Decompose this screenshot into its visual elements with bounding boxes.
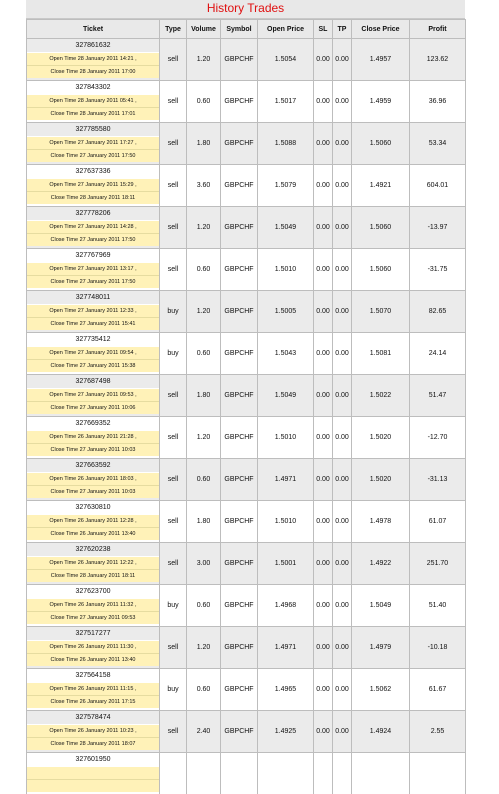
trade-symbol: GBPCHF bbox=[221, 165, 258, 207]
close-price: 1.5020 bbox=[352, 417, 410, 459]
ticket-number: 327578474 bbox=[27, 712, 159, 724]
open-time: Open Time 27 January 2011 14:28 , bbox=[27, 220, 159, 233]
profit: 604.01 bbox=[410, 165, 466, 207]
trade-symbol: GBPCHF bbox=[221, 39, 258, 81]
col-profit: Profit bbox=[410, 20, 466, 39]
take-profit: 0.00 bbox=[333, 249, 352, 291]
trade-volume: 0.60 bbox=[187, 81, 221, 123]
stop-loss: 0.00 bbox=[314, 501, 333, 543]
close-price: 1.4959 bbox=[352, 81, 410, 123]
trade-symbol: GBPCHF bbox=[221, 123, 258, 165]
profit: 36.96 bbox=[410, 81, 466, 123]
close-time: Close Time 27 January 2011 09:53 bbox=[27, 611, 159, 624]
trade-type: sell bbox=[160, 81, 187, 123]
trade-symbol: GBPCHF bbox=[221, 81, 258, 123]
table-row bbox=[27, 711, 466, 753]
ticket-cell bbox=[27, 333, 160, 375]
open-price: 1.5049 bbox=[258, 375, 314, 417]
close-time bbox=[27, 779, 159, 792]
trade-symbol: GBPCHF bbox=[221, 291, 258, 333]
trade-volume bbox=[187, 753, 221, 794]
ticket-number: 327669352 bbox=[27, 418, 159, 430]
ticket-number: 327564158 bbox=[27, 670, 159, 682]
trade-volume: 0.60 bbox=[187, 249, 221, 291]
profit bbox=[410, 753, 466, 794]
ticket-number: 327687498 bbox=[27, 376, 159, 388]
trade-type: sell bbox=[160, 501, 187, 543]
trades-table bbox=[26, 19, 466, 794]
open-price: 1.5043 bbox=[258, 333, 314, 375]
profit: -10.18 bbox=[410, 627, 466, 669]
profit: -31.75 bbox=[410, 249, 466, 291]
stop-loss: 0.00 bbox=[314, 249, 333, 291]
take-profit: 0.00 bbox=[333, 585, 352, 627]
table-row bbox=[27, 39, 466, 81]
trade-symbol: GBPCHF bbox=[221, 249, 258, 291]
take-profit: 0.00 bbox=[333, 81, 352, 123]
ticket-number: 327735412 bbox=[27, 334, 159, 346]
trade-symbol bbox=[221, 753, 258, 794]
history-trades-panel bbox=[26, 0, 465, 745]
ticket-number: 327601950 bbox=[27, 754, 159, 766]
trade-symbol: GBPCHF bbox=[221, 333, 258, 375]
stop-loss: 0.00 bbox=[314, 207, 333, 249]
trade-symbol: GBPCHF bbox=[221, 585, 258, 627]
open-time: Open Time 27 January 2011 15:29 , bbox=[27, 178, 159, 191]
trade-volume: 0.60 bbox=[187, 669, 221, 711]
profit: 251.70 bbox=[410, 543, 466, 585]
trade-volume: 2.40 bbox=[187, 711, 221, 753]
open-time: Open Time 27 January 2011 09:54 , bbox=[27, 346, 159, 359]
close-time: Close Time 26 January 2011 17:15 bbox=[27, 695, 159, 708]
trade-symbol: GBPCHF bbox=[221, 543, 258, 585]
take-profit: 0.00 bbox=[333, 669, 352, 711]
open-price: 1.4965 bbox=[258, 669, 314, 711]
trade-symbol: GBPCHF bbox=[221, 459, 258, 501]
open-time: Open Time 26 January 2011 12:28 , bbox=[27, 514, 159, 527]
trade-type: sell bbox=[160, 207, 187, 249]
ticket-cell bbox=[27, 417, 160, 459]
take-profit: 0.00 bbox=[333, 459, 352, 501]
open-price: 1.5049 bbox=[258, 207, 314, 249]
take-profit: 0.00 bbox=[333, 417, 352, 459]
trade-type: buy bbox=[160, 669, 187, 711]
trade-type: buy bbox=[160, 291, 187, 333]
trade-type: sell bbox=[160, 711, 187, 753]
close-price: 1.4921 bbox=[352, 165, 410, 207]
open-price: 1.5005 bbox=[258, 291, 314, 333]
table-row bbox=[27, 627, 466, 669]
open-price: 1.4971 bbox=[258, 459, 314, 501]
take-profit: 0.00 bbox=[333, 39, 352, 81]
stop-loss: 0.00 bbox=[314, 123, 333, 165]
trade-volume: 1.20 bbox=[187, 39, 221, 81]
open-time: Open Time 28 January 2011 14:21 , bbox=[27, 52, 159, 65]
open-time: Open Time 26 January 2011 10:23 , bbox=[27, 724, 159, 737]
stop-loss: 0.00 bbox=[314, 417, 333, 459]
stop-loss: 0.00 bbox=[314, 459, 333, 501]
table-row bbox=[27, 501, 466, 543]
close-time: Close Time 28 January 2011 17:00 bbox=[27, 65, 159, 78]
open-time: Open Time 27 January 2011 09:53 , bbox=[27, 388, 159, 401]
ticket-cell bbox=[27, 375, 160, 417]
col-tp: TP bbox=[333, 20, 352, 39]
table-row bbox=[27, 417, 466, 459]
trade-symbol: GBPCHF bbox=[221, 417, 258, 459]
stop-loss: 0.00 bbox=[314, 669, 333, 711]
stop-loss: 0.00 bbox=[314, 375, 333, 417]
ticket-number: 327843302 bbox=[27, 82, 159, 94]
open-time: Open Time 26 January 2011 11:30 , bbox=[27, 640, 159, 653]
ticket-cell bbox=[27, 711, 160, 753]
open-time bbox=[27, 766, 159, 779]
trade-type: sell bbox=[160, 543, 187, 585]
ticket-cell bbox=[27, 543, 160, 585]
table-row bbox=[27, 375, 466, 417]
page-title: History Trades bbox=[26, 0, 465, 19]
close-price: 1.5062 bbox=[352, 669, 410, 711]
ticket-cell bbox=[27, 501, 160, 543]
take-profit: 0.00 bbox=[333, 123, 352, 165]
open-price: 1.5010 bbox=[258, 249, 314, 291]
ticket-cell bbox=[27, 291, 160, 333]
close-price: 1.5022 bbox=[352, 375, 410, 417]
open-price: 1.5079 bbox=[258, 165, 314, 207]
stop-loss: 0.00 bbox=[314, 627, 333, 669]
ticket-cell bbox=[27, 165, 160, 207]
col-symbol: Symbol bbox=[221, 20, 258, 39]
trade-volume: 1.80 bbox=[187, 375, 221, 417]
profit: 61.07 bbox=[410, 501, 466, 543]
open-time: Open Time 27 January 2011 17:27 , bbox=[27, 136, 159, 149]
close-time: Close Time 27 January 2011 17:50 bbox=[27, 149, 159, 162]
close-price: 1.5020 bbox=[352, 459, 410, 501]
ticket-cell bbox=[27, 39, 160, 81]
stop-loss: 0.00 bbox=[314, 711, 333, 753]
profit: 24.14 bbox=[410, 333, 466, 375]
stop-loss bbox=[314, 753, 333, 794]
close-time: Close Time 28 January 2011 18:07 bbox=[27, 737, 159, 750]
col-open-price: Open Price bbox=[258, 20, 314, 39]
open-price: 1.4968 bbox=[258, 585, 314, 627]
ticket-number: 327748011 bbox=[27, 292, 159, 304]
trade-symbol: GBPCHF bbox=[221, 375, 258, 417]
profit: 123.62 bbox=[410, 39, 466, 81]
profit: 2.55 bbox=[410, 711, 466, 753]
trade-type: buy bbox=[160, 585, 187, 627]
profit: -13.97 bbox=[410, 207, 466, 249]
close-price: 1.5081 bbox=[352, 333, 410, 375]
table-row bbox=[27, 459, 466, 501]
stop-loss: 0.00 bbox=[314, 291, 333, 333]
take-profit: 0.00 bbox=[333, 501, 352, 543]
close-time: Close Time 27 January 2011 15:38 bbox=[27, 359, 159, 372]
ticket-cell bbox=[27, 249, 160, 291]
open-time: Open Time 26 January 2011 11:15 , bbox=[27, 682, 159, 695]
trade-type: sell bbox=[160, 39, 187, 81]
ticket-number: 327861632 bbox=[27, 40, 159, 52]
trade-type: sell bbox=[160, 459, 187, 501]
close-time: Close Time 27 January 2011 17:50 bbox=[27, 233, 159, 246]
open-time: Open Time 26 January 2011 18:03 , bbox=[27, 472, 159, 485]
ticket-number: 327620238 bbox=[27, 544, 159, 556]
open-price: 1.5010 bbox=[258, 501, 314, 543]
open-price: 1.5010 bbox=[258, 417, 314, 459]
trade-type: sell bbox=[160, 249, 187, 291]
trade-type: sell bbox=[160, 417, 187, 459]
take-profit: 0.00 bbox=[333, 333, 352, 375]
col-type: Type bbox=[160, 20, 187, 39]
close-price bbox=[352, 753, 410, 794]
ticket-cell bbox=[27, 81, 160, 123]
table-row bbox=[27, 165, 466, 207]
open-price: 1.4925 bbox=[258, 711, 314, 753]
col-sl: SL bbox=[314, 20, 333, 39]
open-price: 1.4971 bbox=[258, 627, 314, 669]
table-row bbox=[27, 207, 466, 249]
table-row bbox=[27, 291, 466, 333]
trade-symbol: GBPCHF bbox=[221, 627, 258, 669]
open-price: 1.5054 bbox=[258, 39, 314, 81]
ticket-number: 327785580 bbox=[27, 124, 159, 136]
trade-volume: 1.20 bbox=[187, 207, 221, 249]
close-price: 1.5060 bbox=[352, 249, 410, 291]
trade-symbol: GBPCHF bbox=[221, 501, 258, 543]
trade-type: sell bbox=[160, 375, 187, 417]
trade-type: buy bbox=[160, 333, 187, 375]
close-time: Close Time 27 January 2011 10:03 bbox=[27, 485, 159, 498]
trade-volume: 1.80 bbox=[187, 501, 221, 543]
profit: 51.47 bbox=[410, 375, 466, 417]
ticket-number: 327517277 bbox=[27, 628, 159, 640]
col-close-price: Close Price bbox=[352, 20, 410, 39]
trade-symbol: GBPCHF bbox=[221, 207, 258, 249]
take-profit bbox=[333, 753, 352, 794]
ticket-cell bbox=[27, 627, 160, 669]
profit: -12.70 bbox=[410, 417, 466, 459]
close-price: 1.5049 bbox=[352, 585, 410, 627]
trade-type: sell bbox=[160, 123, 187, 165]
table-row bbox=[27, 669, 466, 711]
ticket-number: 327623700 bbox=[27, 586, 159, 598]
open-price bbox=[258, 753, 314, 794]
trade-type: sell bbox=[160, 165, 187, 207]
open-price: 1.5001 bbox=[258, 543, 314, 585]
open-time: Open Time 26 January 2011 21:28 , bbox=[27, 430, 159, 443]
take-profit: 0.00 bbox=[333, 165, 352, 207]
close-price: 1.4979 bbox=[352, 627, 410, 669]
profit: 51.40 bbox=[410, 585, 466, 627]
take-profit: 0.00 bbox=[333, 711, 352, 753]
open-time: Open Time 28 January 2011 05:41 , bbox=[27, 94, 159, 107]
close-time: Close Time 27 January 2011 10:06 bbox=[27, 401, 159, 414]
open-time: Open Time 27 January 2011 13:17 , bbox=[27, 262, 159, 275]
open-time: Open Time 26 January 2011 11:32 , bbox=[27, 598, 159, 611]
close-price: 1.5060 bbox=[352, 123, 410, 165]
close-time: Close Time 28 January 2011 17:01 bbox=[27, 107, 159, 120]
close-price: 1.5060 bbox=[352, 207, 410, 249]
close-price: 1.4978 bbox=[352, 501, 410, 543]
table-row bbox=[27, 543, 466, 585]
trade-volume: 1.20 bbox=[187, 627, 221, 669]
open-time: Open Time 27 January 2011 12:33 , bbox=[27, 304, 159, 317]
close-price: 1.5070 bbox=[352, 291, 410, 333]
table-header bbox=[27, 20, 466, 39]
stop-loss: 0.00 bbox=[314, 81, 333, 123]
trade-volume: 3.00 bbox=[187, 543, 221, 585]
ticket-cell bbox=[27, 753, 160, 794]
table-row bbox=[27, 81, 466, 123]
close-price: 1.4924 bbox=[352, 711, 410, 753]
ticket-number: 327778206 bbox=[27, 208, 159, 220]
ticket-cell bbox=[27, 669, 160, 711]
ticket-cell bbox=[27, 459, 160, 501]
table-row bbox=[27, 123, 466, 165]
close-time: Close Time 27 January 2011 17:50 bbox=[27, 275, 159, 288]
trade-volume: 0.60 bbox=[187, 585, 221, 627]
stop-loss: 0.00 bbox=[314, 543, 333, 585]
close-time: Close Time 26 January 2011 13:40 bbox=[27, 653, 159, 666]
trade-type bbox=[160, 753, 187, 794]
open-time: Open Time 26 January 2011 12:22 , bbox=[27, 556, 159, 569]
profit: -31.13 bbox=[410, 459, 466, 501]
trade-symbol: GBPCHF bbox=[221, 669, 258, 711]
trade-volume: 0.60 bbox=[187, 333, 221, 375]
trade-volume: 0.60 bbox=[187, 459, 221, 501]
trade-volume: 1.20 bbox=[187, 417, 221, 459]
table-row bbox=[27, 585, 466, 627]
ticket-number: 327767969 bbox=[27, 250, 159, 262]
close-time: Close Time 27 January 2011 15:41 bbox=[27, 317, 159, 330]
open-price: 1.5017 bbox=[258, 81, 314, 123]
close-time: Close Time 28 January 2011 18:11 bbox=[27, 569, 159, 582]
col-ticket: Ticket bbox=[27, 20, 160, 39]
close-time: Close Time 26 January 2011 13:40 bbox=[27, 527, 159, 540]
take-profit: 0.00 bbox=[333, 627, 352, 669]
open-price: 1.5088 bbox=[258, 123, 314, 165]
take-profit: 0.00 bbox=[333, 543, 352, 585]
close-price: 1.4922 bbox=[352, 543, 410, 585]
profit: 82.65 bbox=[410, 291, 466, 333]
trade-type: sell bbox=[160, 627, 187, 669]
table-row bbox=[27, 333, 466, 375]
close-time: Close Time 28 January 2011 18:11 bbox=[27, 191, 159, 204]
stop-loss: 0.00 bbox=[314, 39, 333, 81]
take-profit: 0.00 bbox=[333, 291, 352, 333]
stop-loss: 0.00 bbox=[314, 333, 333, 375]
ticket-number: 327637336 bbox=[27, 166, 159, 178]
trade-volume: 1.20 bbox=[187, 291, 221, 333]
ticket-cell bbox=[27, 123, 160, 165]
ticket-number: 327630810 bbox=[27, 502, 159, 514]
ticket-cell bbox=[27, 207, 160, 249]
profit: 53.34 bbox=[410, 123, 466, 165]
take-profit: 0.00 bbox=[333, 207, 352, 249]
close-time: Close Time 27 January 2011 10:03 bbox=[27, 443, 159, 456]
ticket-cell bbox=[27, 585, 160, 627]
ticket-number: 327663592 bbox=[27, 460, 159, 472]
stop-loss: 0.00 bbox=[314, 585, 333, 627]
trade-volume: 1.80 bbox=[187, 123, 221, 165]
trade-symbol: GBPCHF bbox=[221, 711, 258, 753]
trade-volume: 3.60 bbox=[187, 165, 221, 207]
stop-loss: 0.00 bbox=[314, 165, 333, 207]
col-volume: Volume bbox=[187, 20, 221, 39]
close-price: 1.4957 bbox=[352, 39, 410, 81]
profit: 61.67 bbox=[410, 669, 466, 711]
take-profit: 0.00 bbox=[333, 375, 352, 417]
table-row bbox=[27, 753, 466, 794]
table-row bbox=[27, 249, 466, 291]
